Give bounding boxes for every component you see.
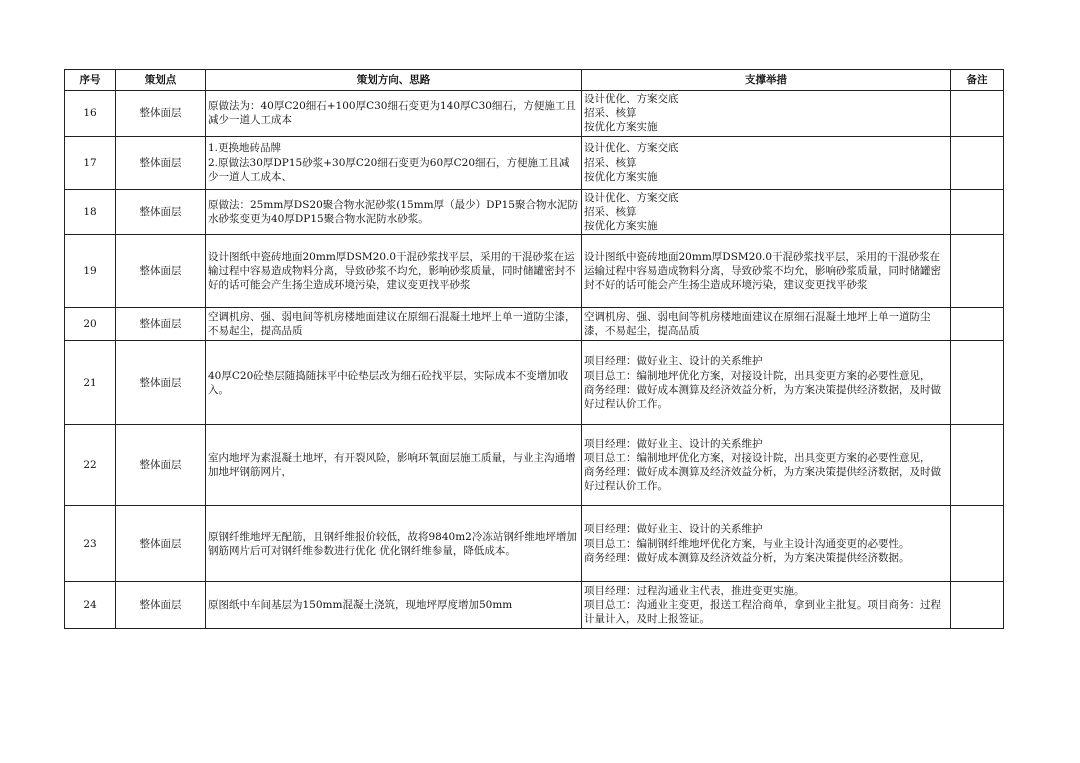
- direction-line: 设计图纸中瓷砖地面20mm厚DSM20.0干混砂浆找平层，采用的干混砂浆在运输过程中容易造成物料分离，导致砂浆不均允，影响砂浆质量，同时储罐密封不好的话可能会产生扬尘造成环境污染，建议变更找平砂浆: [208, 250, 576, 292]
- row-number: 18: [65, 189, 116, 235]
- measure-line: 按优化方案实施: [584, 121, 658, 134]
- row-remark: [951, 506, 1004, 582]
- row-measures: [582, 136, 951, 189]
- row-remark: [951, 341, 1004, 425]
- table-row: [65, 91, 1004, 137]
- row-direction: [206, 91, 582, 137]
- measure-line: 项目经理：过程沟通业主代表，推进变更实施。: [584, 584, 805, 597]
- row-remark: [951, 308, 1004, 341]
- measure-line: 设计优化、方案交底: [584, 191, 679, 204]
- row-plan-point: 整体面层: [116, 506, 206, 582]
- direction-line: 原图纸中车间基层为150mm混凝土浇筑，现地坪厚度增加50mm: [208, 599, 513, 612]
- plan-table: [64, 69, 1004, 629]
- row-direction: [206, 425, 582, 506]
- measure-line: 招采、核算: [584, 156, 637, 169]
- measure-line: 按优化方案实施: [584, 170, 658, 183]
- row-number: 16: [65, 91, 116, 137]
- direction-line: 2.原做法30厚DP15砂浆+30厚C20细石变更为60厚C20细石，方便施工且减少一道人工成本、: [208, 156, 570, 183]
- row-direction: [206, 308, 582, 341]
- row-remark: [951, 91, 1004, 137]
- direction-line: 室内地坪为素混凝土地坪，有开裂风险，影响环氧面层施工质量，与业主沟通增加地坪钢筋网片，: [208, 452, 576, 479]
- measure-line: 项目总工：编制地坪优化方案，对接设计院，出具变更方案的必要性意见，: [584, 369, 931, 382]
- measure-line: 项目总工：沟通业主变更，报送工程洽商单，拿到业主批复。项目商务：过程计量计入，及时上报签证。: [584, 599, 941, 626]
- row-plan-point: 整体面层: [116, 235, 206, 308]
- row-plan-point: 整体面层: [116, 308, 206, 341]
- row-plan-point: 整体面层: [116, 91, 206, 137]
- row-number: 24: [65, 582, 116, 629]
- row-plan-point: 整体面层: [116, 136, 206, 189]
- row-plan-point: 整体面层: [116, 425, 206, 506]
- table-row: [65, 136, 1004, 189]
- measure-line: 设计优化、方案交底: [584, 93, 679, 105]
- direction-line: 40厚C20砼垫层随捣随抹平中砼垫层改为细石砼找平层，实际成本不变增加收入。: [208, 369, 569, 396]
- row-number: 20: [65, 308, 116, 341]
- direction-line: 1.更换地砖品牌: [208, 142, 282, 155]
- measure-line: 设计图纸中瓷砖地面20mm厚DSM20.0干混砂浆找平层，采用的干混砂浆在运输过程中容易造成物料分离，导致砂浆不均允，影响砂浆质量，同时储罐密封不好的话可能会产生扬尘造成环境污染，建议变更找平砂浆: [584, 250, 941, 292]
- table-row: [65, 235, 1004, 308]
- table-row: [65, 582, 1004, 629]
- direction-line: 原做法：25mm厚DS20聚合物水泥砂浆(15mm厚（最少）DP15聚合物水泥防水砂浆变更为40厚DP15聚合物水泥防水砂浆。: [208, 198, 578, 225]
- row-direction: [206, 506, 582, 582]
- measure-line: 招采、核算: [584, 107, 637, 120]
- row-remark: [951, 425, 1004, 506]
- row-measures: [582, 425, 951, 506]
- direction-line: 原做法为：40厚C20细石+100厚C30细石变更为140厚C30细石，方便施工且减少一道人工成本: [208, 100, 576, 127]
- measure-line: 项目总工：编制钢纤维地坪优化方案，与业主设计沟通变更的必要性。: [584, 537, 910, 550]
- measure-line: 项目经理：做好业主、设计的关系维护: [584, 355, 763, 368]
- table-row: [65, 341, 1004, 425]
- table-row: [65, 506, 1004, 582]
- row-number: 17: [65, 136, 116, 189]
- row-direction: [206, 189, 582, 235]
- row-plan-point: 整体面层: [116, 189, 206, 235]
- table-row: [65, 425, 1004, 506]
- row-direction: [206, 235, 582, 308]
- row-plan-point: 整体面层: [116, 341, 206, 425]
- row-remark: [951, 582, 1004, 629]
- row-measures: [582, 582, 951, 629]
- row-measures: [582, 308, 951, 341]
- measure-line: 商务经理：做好成本测算及经济效益分析，为方案决策提供经济数据。: [584, 551, 910, 564]
- header-point: 策划点: [116, 70, 206, 91]
- row-measures: [582, 506, 951, 582]
- measure-line: 按优化方案实施: [584, 220, 658, 233]
- row-direction: [206, 341, 582, 425]
- measure-line: 项目总工：编制地坪优化方案，对接设计院，出具变更方案的必要性意见，: [584, 452, 931, 465]
- header-measures: 支撑举措: [582, 70, 951, 91]
- measure-line: 招采、核算: [584, 205, 637, 218]
- row-measures: [582, 235, 951, 308]
- measure-line: 空调机房、强、弱电间等机房楼地面建议在原细石混凝土地坪上单一道防尘漆，不易起尘，提高品质: [584, 311, 931, 338]
- row-measures: [582, 189, 951, 235]
- measure-line: 项目经理：做好业主、设计的关系维护: [584, 523, 763, 536]
- direction-line: 原钢纤维地坪无配筋，且钢纤维报价较低，故将9840m2冷冻站钢纤维地坪增加钢筋网片后可对钢纤维参数进行优化 优化钢纤维参量，降低成本。: [208, 530, 577, 557]
- measure-line: 商务经理：做好成本测算及经济效益分析，为方案决策提供经济数据，及时做好过程认价工作。: [584, 383, 941, 410]
- row-number: 22: [65, 425, 116, 506]
- direction-line: 空调机房、强、弱电间等机房楼地面建议在原细石混凝土地坪上单一道防尘漆，不易起尘，提高品质: [208, 311, 576, 338]
- measure-line: 设计优化、方案交底: [584, 142, 679, 155]
- header-no: 序号: [65, 70, 116, 91]
- row-direction: [206, 582, 582, 629]
- row-direction: [206, 136, 582, 189]
- table-row: [65, 308, 1004, 341]
- row-number: 23: [65, 506, 116, 582]
- row-number: 21: [65, 341, 116, 425]
- header-row: [65, 70, 1004, 91]
- row-remark: [951, 136, 1004, 189]
- row-measures: [582, 91, 951, 137]
- table-row: [65, 189, 1004, 235]
- row-number: 19: [65, 235, 116, 308]
- row-plan-point: 整体面层: [116, 582, 206, 629]
- measure-line: 项目经理：做好业主、设计的关系维护: [584, 437, 763, 450]
- row-remark: [951, 189, 1004, 235]
- row-remark: [951, 235, 1004, 308]
- measure-line: 商务经理：做好成本测算及经济效益分析，为方案决策提供经济数据，及时做好过程认价工作。: [584, 466, 941, 493]
- table-body: [65, 91, 1004, 629]
- header-direction: 策划方向、思路: [206, 70, 582, 91]
- header-remark: 备注: [951, 70, 1004, 91]
- row-measures: [582, 341, 951, 425]
